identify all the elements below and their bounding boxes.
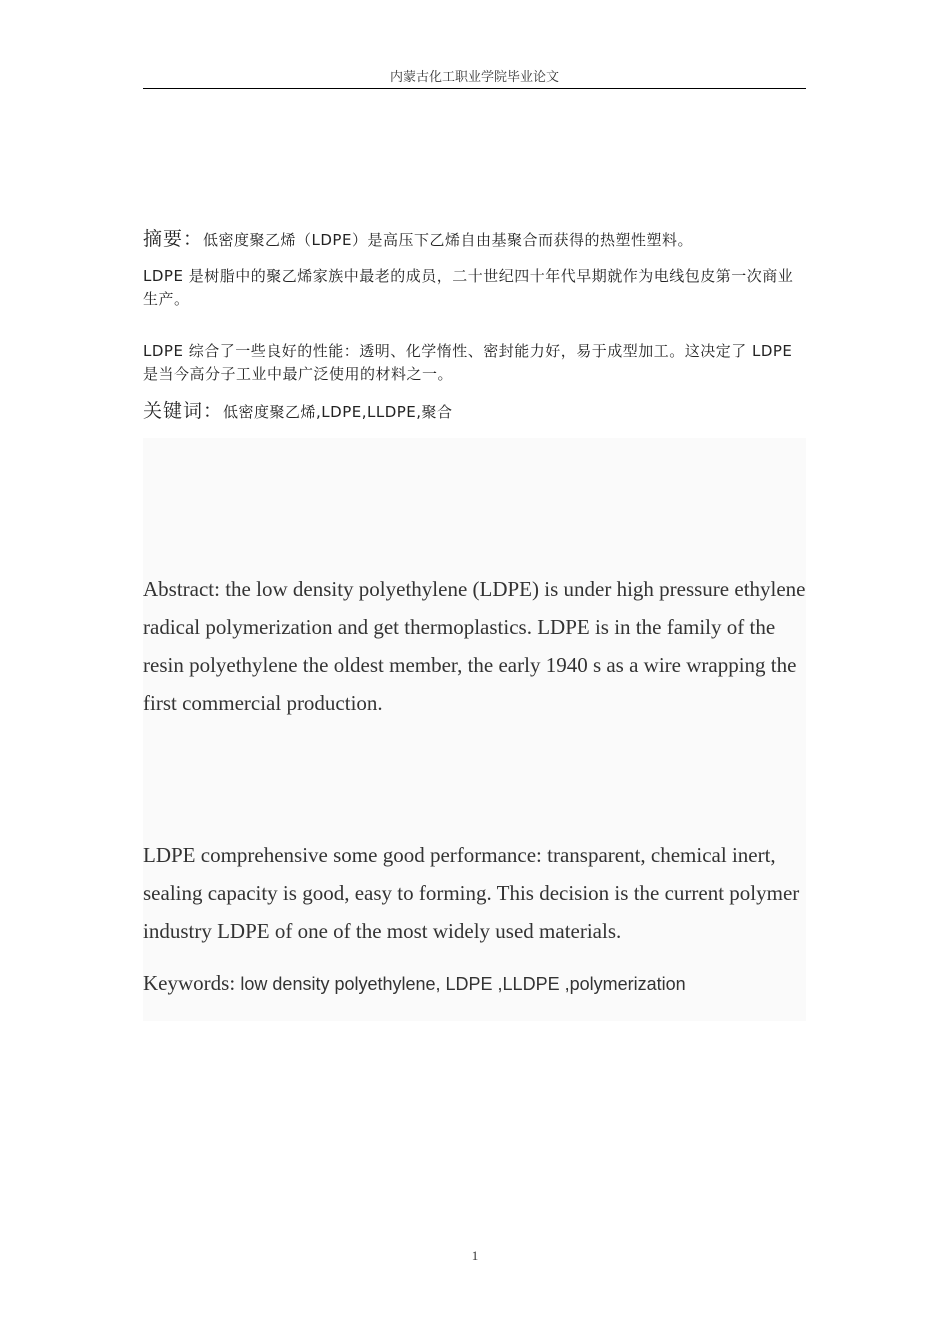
header-divider (143, 88, 806, 89)
chinese-paragraph-2: LDPE 综合了一些良好的性能：透明、化学惰性、密封能力好，易于成型加工。这决定了 LDPE 是当今高分子工业中最广泛使用的材料之一。 (143, 342, 793, 383)
chinese-abstract-label: 摘要： (143, 228, 204, 250)
chinese-keywords (143, 400, 808, 424)
chinese-keywords-label: 关键词： (143, 400, 224, 422)
english-keywords-label: Keywords: (143, 971, 241, 995)
chinese-paragraph-1: LDPE 是树脂中的聚乙烯家族中最老的成员，二十世纪四十年代早期就作为电线包皮第一次商业生产。 (143, 267, 794, 308)
english-keywords-text: low density polyethylene, LDPE ,LLDPE ,polymerization (240, 974, 686, 994)
chinese-abstract (143, 228, 808, 252)
page-header: 内蒙古化工职业学院毕业论文 (389, 70, 559, 85)
english-abstract: Abstract: the low density polyethylene (LDPE) is under high pressure ethylene radical polymerization and get thermoplastics. LDPE is in the family of the resin polyethylene the oldest member, the early 1940 s as a wire wrapping the first commercial production. (143, 577, 806, 715)
chinese-keywords-text: 低密度聚乙烯,LDPE,LLDPE,聚合 (223, 403, 453, 421)
english-paragraph-2: LDPE comprehensive some good performance: transparent, chemical inert, sealing capacity is good, easy to forming. This decision is the current polymer industry LDPE of one of the most widely used materials. (143, 843, 800, 943)
chinese-abstract-text: 低密度聚乙烯（LDPE）是高压下乙烯自由基聚合而获得的热塑性塑料。 (203, 231, 693, 249)
page-number: 1 (471, 1248, 479, 1263)
english-keywords (143, 968, 806, 999)
english-abstract-section (143, 438, 806, 1021)
